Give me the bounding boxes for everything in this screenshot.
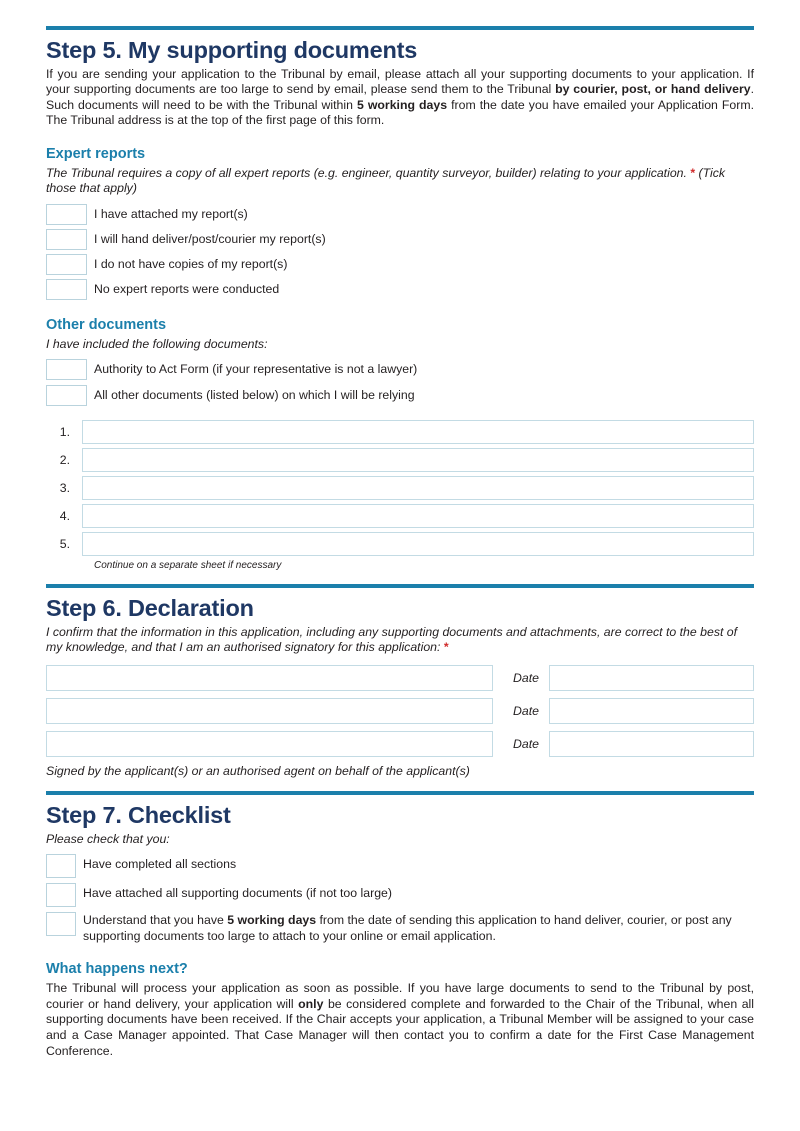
document-list-row [46,448,754,472]
document-list-row [46,420,754,444]
what-next-text-2: be considered complete and forwarded to the Chair of the Tribunal, when all supporting documents have been received. If the Chair accepts your application, a Tribunal Member will be assigned to your case and a Case Manager appointed. That Case Manager will then contact you to confirm a date for the First Case Management Conference. [46,996,754,1058]
checkbox-authority-to-act[interactable] [46,359,87,380]
section-divider-step5 [46,26,754,30]
checkbox-expert-none-conducted[interactable] [46,279,87,300]
other-document-option-row[interactable] [46,359,754,380]
signature-input-1[interactable] [46,665,493,691]
required-asterisk-declaration: * [443,640,449,655]
page-content [46,0,754,1059]
list-number: 1. [59,425,70,440]
expert-report-option-row[interactable] [46,279,754,300]
section-divider-step7 [46,791,754,795]
expert-reports-instruction-text-1: The Tribunal requires a copy of all expert reports (e.g. engineer, quantity surveyor, builder) relating to your application. [46,165,691,180]
what-next-bold: only [298,996,324,1011]
what-happens-next-heading: What happens next? [46,961,188,978]
document-list-row [46,476,754,500]
declaration-confirm-text [46,625,754,656]
date-label: Date [513,704,539,719]
checkbox-expert-attached[interactable] [46,204,87,225]
other-document-option-row[interactable] [46,385,754,406]
list-number: 2. [59,453,70,468]
step5-intro-text-2: . Such documents will need to be with the Tribunal within [46,82,755,112]
expert-reports-heading: Expert reports [46,146,146,163]
checkbox-label: Have completed all sections [83,857,237,872]
document-input-2[interactable] [82,448,754,472]
expert-report-option-row[interactable] [46,204,754,225]
checklist-instruction: Please check that you: [46,831,170,846]
document-input-5[interactable] [82,532,754,556]
checkbox-label: I have attached my report(s) [94,206,248,221]
step5-intro-text-3: from the date you have emailed your Application Form. The Tribunal address is at the top of the first page of this form. [46,97,755,128]
checklist-text-2: from the date of sending this application to hand deliver, courier, or post any supporting documents too large to attach to your online or email application. [83,913,732,943]
step5-intro-text-1: If you are sending your application to the Tribunal by email, please attach all your supporting documents to your application. If your supporting documents are too large to send by email, please send them to the Tribunal [46,66,754,97]
checkbox-attached-all-documents[interactable] [46,883,76,907]
what-happens-next-paragraph [46,981,754,1059]
step5-intro-paragraph [46,67,754,129]
step6-title: Step 6. Declaration [46,595,254,622]
step5-title: Step 5. My supporting documents [46,37,418,63]
section-divider-step6 [46,584,754,588]
step5-intro-bold-1: by courier, post, or hand delivery [555,82,751,97]
continue-separate-sheet-note: Continue on a separate sheet if necessary [94,560,282,572]
declaration-rows [46,665,754,757]
other-documents-heading: Other documents [46,316,167,333]
date-label: Date [513,671,539,686]
checkbox-label: No expert reports were conducted [94,281,280,296]
other-documents-instruction: I have included the following documents: [46,336,268,351]
checklist-bold: 5 working days [227,913,317,928]
declaration-row [46,731,754,757]
signature-input-2[interactable] [46,698,493,724]
document-list-row [46,504,754,528]
checklist-row[interactable] [46,854,754,878]
checklist-row[interactable] [46,883,754,907]
document-list-row [46,532,754,556]
expert-reports-instruction [46,166,754,197]
expert-report-option-row[interactable] [46,254,754,275]
other-documents-checkbox-group [46,359,754,406]
checkbox-label: All other documents (listed below) on which I will be relying [94,388,415,403]
checkbox-all-other-documents[interactable] [46,385,87,406]
other-documents-list [46,420,754,571]
list-number: 3. [59,481,70,496]
date-input-2[interactable] [549,698,754,724]
checkbox-label: I will hand deliver/post/courier my report(s) [94,231,326,246]
declaration-confirm-body: I confirm that the information in this application, including any supporting documents and attachments, are correct to the best of my knowledge, and that I am an authorised signatory for this application: [46,624,738,655]
document-input-1[interactable] [82,420,754,444]
document-input-4[interactable] [82,504,754,528]
checkbox-label: Authority to Act Form (if your representative is not a lawyer) [94,362,418,377]
date-input-1[interactable] [549,665,754,691]
checkbox-expert-hand-deliver[interactable] [46,229,87,250]
required-asterisk-expert: * [690,165,696,180]
what-next-text-1: The Tribunal will process your application as soon as possible. If you have large documents to send to the Tribunal by post, courier or hand delivery, your application will [46,981,754,1011]
step5-intro-bold-2: 5 working days [356,97,448,112]
checklist-row[interactable] [46,912,754,944]
expert-reports-checkbox-group [46,204,754,300]
checkbox-completed-all-sections[interactable] [46,854,76,878]
document-input-3[interactable] [82,476,754,500]
signed-by-note: Signed by the applicant(s) or an authorised agent on behalf of the applicant(s) [46,764,470,779]
signature-input-3[interactable] [46,731,493,757]
checkbox-label: Have attached all supporting documents (if not too large) [83,886,392,901]
date-input-3[interactable] [549,731,754,757]
checkbox-expert-no-copies[interactable] [46,254,87,275]
checkbox-label: I do not have copies of my report(s) [94,256,288,271]
checklist-group [46,854,754,944]
checklist-text-1: Understand that you have [83,913,228,928]
declaration-row [46,698,754,724]
list-number: 4. [59,509,70,524]
expert-report-option-row[interactable] [46,229,754,250]
checkbox-label [76,912,754,944]
declaration-row [46,665,754,691]
list-number: 5. [59,537,70,552]
checkbox-understand-5-working-days[interactable] [46,912,76,936]
date-label: Date [513,737,539,752]
expert-reports-instruction-text-2: (Tick those that apply) [46,165,726,196]
step7-title: Step 7. Checklist [46,802,231,829]
